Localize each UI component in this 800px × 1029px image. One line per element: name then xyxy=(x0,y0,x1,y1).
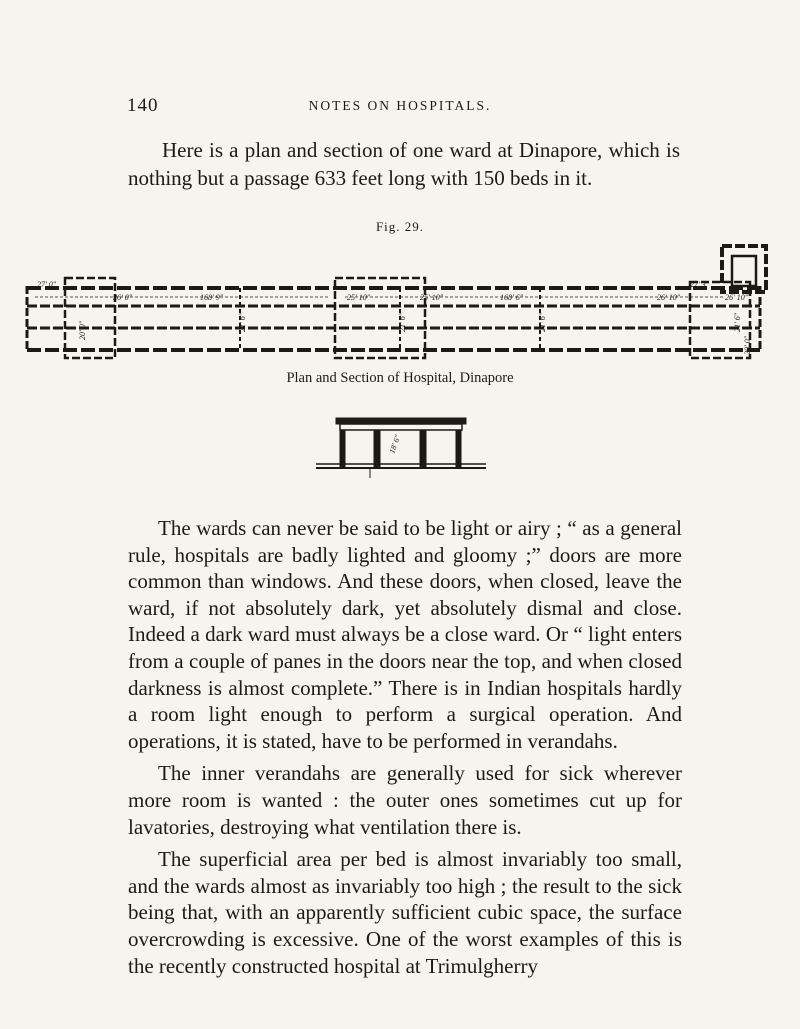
running-head: NOTES ON HOSPITALS. xyxy=(308,98,492,113)
plan-vdim-label: 21' 6" xyxy=(538,312,547,332)
figure-caption: Plan and Section of Hospital, Dinapore xyxy=(286,370,514,386)
plan-dim-label: 25' 10" xyxy=(347,293,371,302)
hospital-section-drawing xyxy=(310,412,490,484)
plan-dim-label: 168' 9" xyxy=(200,293,224,302)
page-number: 140 xyxy=(127,95,159,116)
plan-dim-label: 26' 0" xyxy=(113,293,133,302)
intro-paragraph: Here is a plan and section of one ward at Dinapore, which is nothing but a passage 633 feet long with 150 beds in it. xyxy=(128,138,680,190)
body-text xyxy=(128,515,682,985)
plan-vdim-label: 21' 6" xyxy=(733,312,742,332)
plan-vdim-label: 21' 6" xyxy=(398,312,407,332)
plan-dim-label: 25' 10" xyxy=(420,293,444,302)
plan-vdim-label: 21' 6" xyxy=(238,312,247,332)
plan-vdim-label: 20' 0" xyxy=(78,320,87,340)
figure-label: Fig. 29. xyxy=(375,219,425,234)
plan-vdim-label: 20' 0" xyxy=(743,335,752,355)
plan-dim-label: 168' 6" xyxy=(500,293,524,302)
plan-dim-label: 27' 3" xyxy=(690,280,710,289)
paragraph: The inner verandahs are generally used for sick wherever more room is wanted : the outer ones sometimes cut up for lavatories, destroying what ventilation there is. xyxy=(128,761,682,839)
plan-dim-label: 27' 0" xyxy=(37,280,57,289)
hospital-plan-drawing xyxy=(25,240,775,360)
plan-dim-label: 26' 10" xyxy=(725,293,749,302)
section-dim-label: 18' 6" xyxy=(387,433,403,455)
paragraph: The wards can never be said to be light or airy ; “ as a general rule, hospitals are badly lighted and gloomy ;” doors are more common than windows. And these doors, when closed, leave the ward, if not absolutely dark, yet absolutely dismal and close. Indeed a dark ward must always be a close ward. Or “ light enters from a couple of panes in the doors near the top, and when closed darkness is almost complete.” There is in Indian hospitals hardly a room light enough to perform a surgical operation. And operations, it is stated, have to be performed in verandahs. xyxy=(128,516,682,753)
plan-dim-label: 26' 10" xyxy=(657,293,681,302)
paragraph: The superficial area per bed is almost invariably too small, and the wards almost as invariably too high ; the result to the sick being that, with an apparently sufficient cubic space, the surface overcrowding is excessive. One of the worst examples of this is the recently constructed hospital at Trimulgherry xyxy=(128,847,682,978)
